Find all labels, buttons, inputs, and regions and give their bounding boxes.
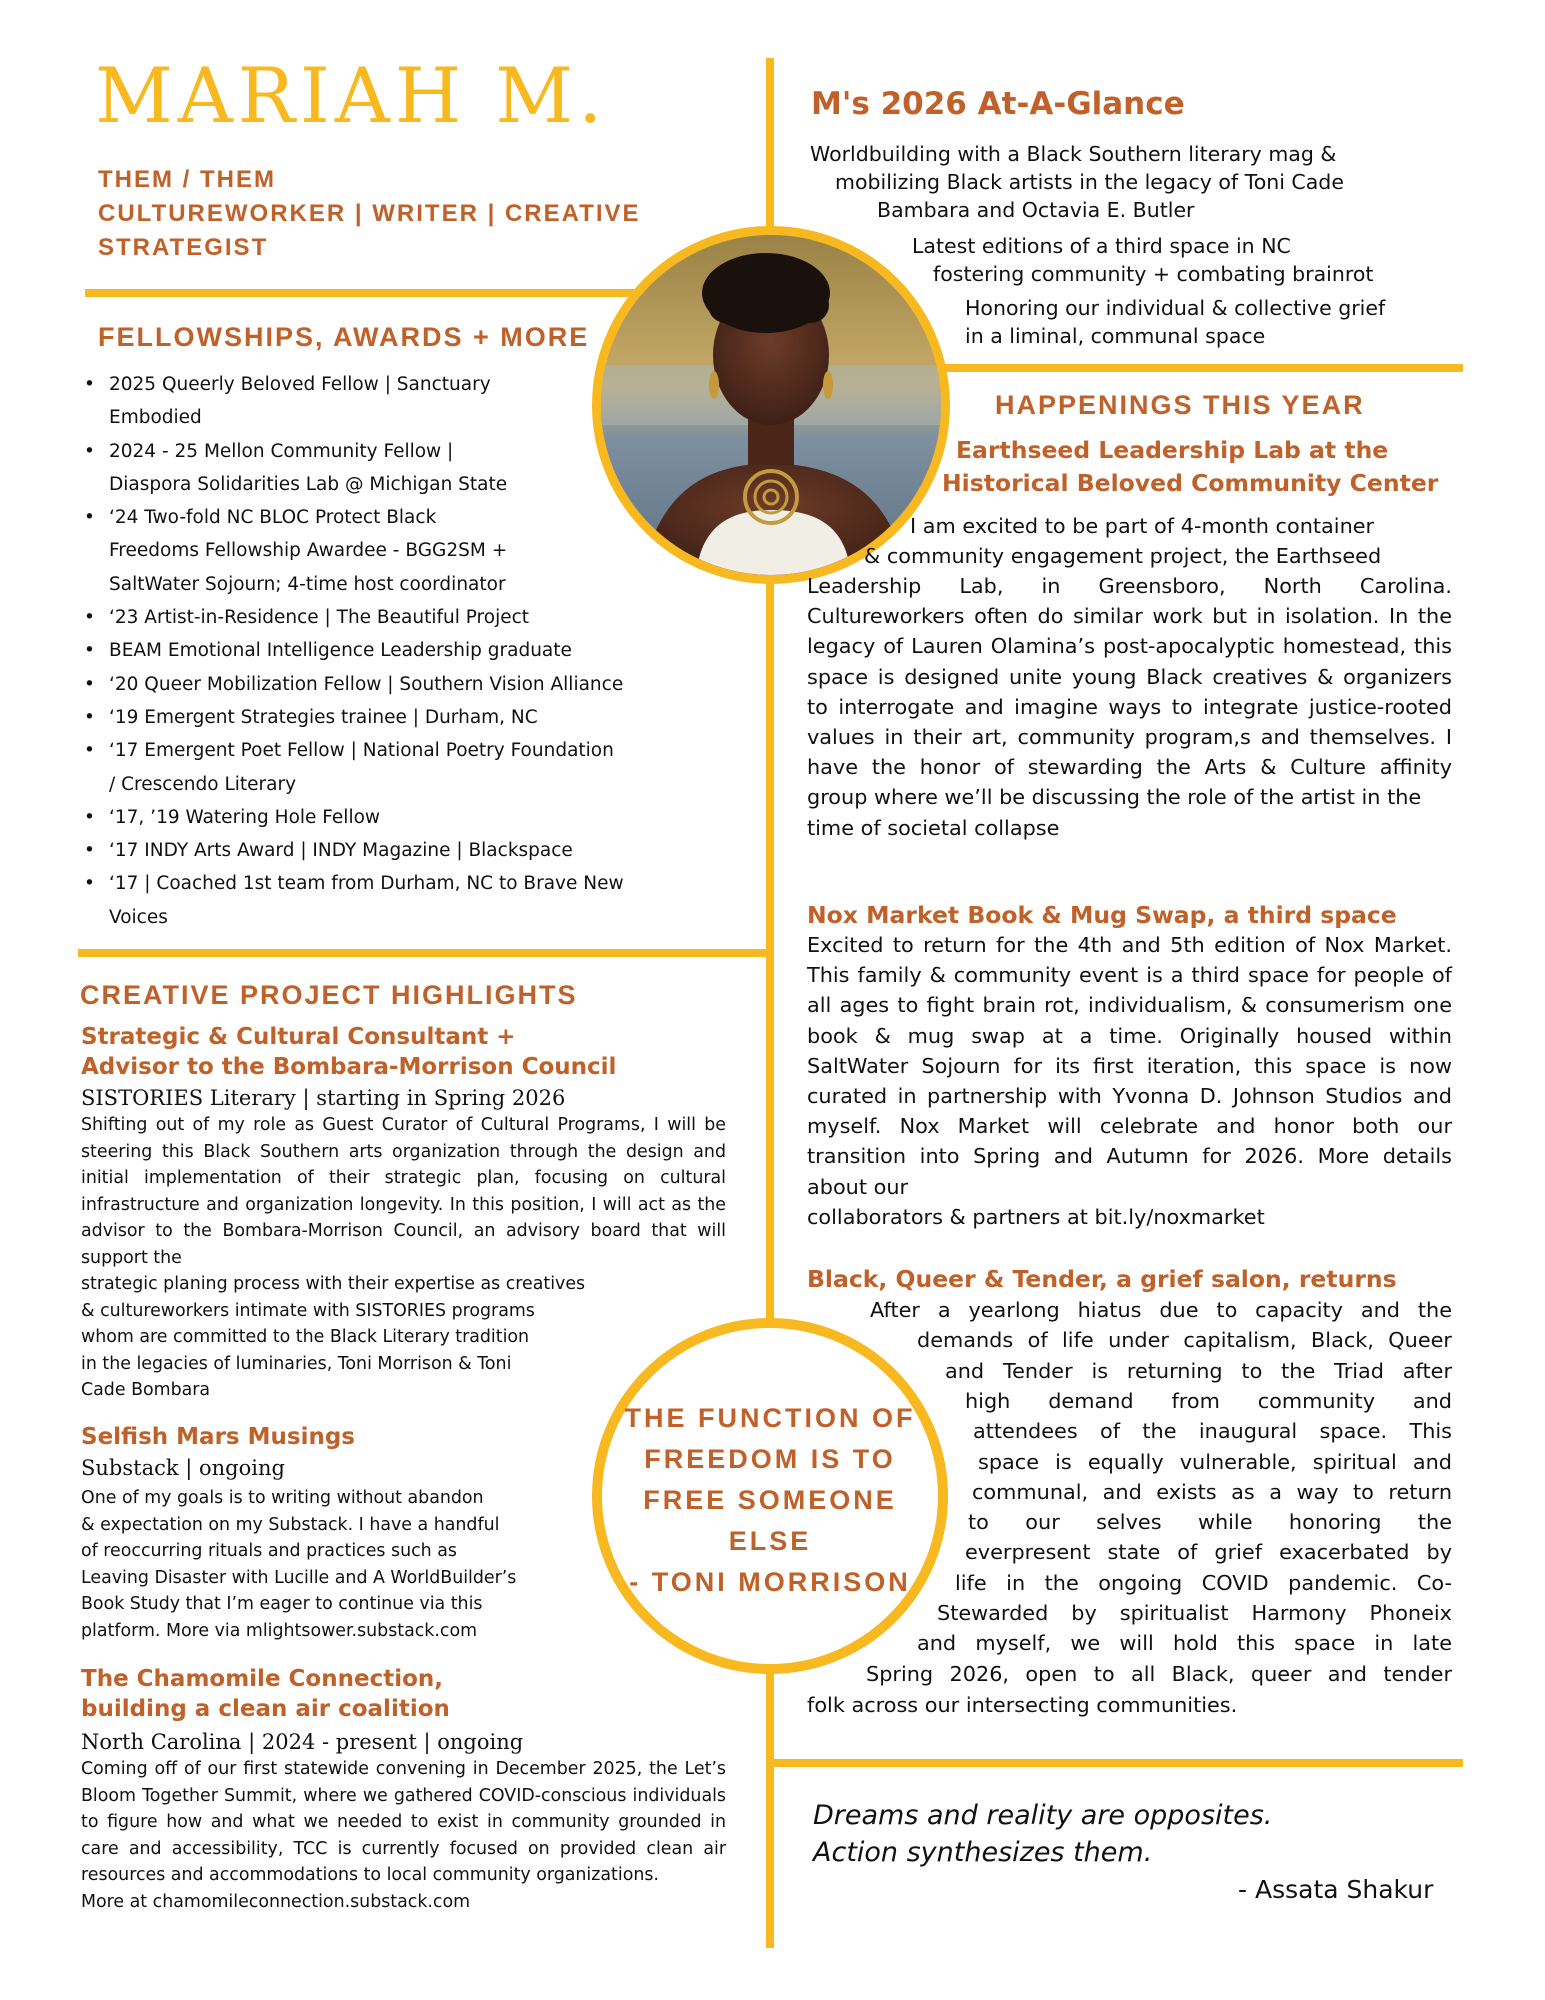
project-1-line: & cultureworkers intimate with SISTORIES programs xyxy=(81,1300,535,1321)
project-2-line: Book Study that I’m eager to continue via this xyxy=(81,1594,483,1614)
project-3-meta: North Carolina | 2024 - present | ongoing xyxy=(81,1730,524,1754)
happening-1-body: Leadership Lab, in Greensboro, North Carolina. Cultureworkers often do similar work but in isolation. In the legacy of Lauren Olamina’s post-apocalyptic homestead, this space is designed unite young Black creatives & organizers to interrogate and imagine ways to integrate justice-rooted values in their art, community program,s and themselves. I have the honor of stewarding the Arts & Culture affinity group where we’ll be discussing the role of the artist in the xyxy=(807,574,1452,810)
fellowships-heading: FELLOWSHIPS, AWARDS + MORE xyxy=(98,322,590,352)
bullet-icon: • xyxy=(84,507,95,529)
creative-heading: CREATIVE PROJECT HIGHLIGHTS xyxy=(80,980,578,1010)
closing-quote xyxy=(813,1797,1272,1871)
award-line: BEAM Emotional Intelligence Leadership graduate xyxy=(109,640,572,662)
bullet-icon: • xyxy=(84,706,95,728)
happening-3-line: attendees of the inaugural space. This xyxy=(973,1419,1452,1444)
award-line: ‘17 | Coached 1st team from Durham, NC to Brave New xyxy=(109,873,624,895)
award-line: ‘17, ’19 Watering Hole Fellow xyxy=(109,806,381,828)
happening-3-title: Black, Queer & Tender, a grief salon, returns xyxy=(807,1265,1397,1293)
pronouns: THEM / THEM xyxy=(98,166,276,193)
project-2-line: One of my goals is to writing without abandon xyxy=(81,1488,484,1508)
award-line: ‘17 INDY Arts Award | INDY Magazine | Blackspace xyxy=(109,840,573,862)
portrait-illustration xyxy=(601,235,941,575)
award-line: 2024 - 25 Mellon Community Fellow | xyxy=(109,440,454,462)
glance-line-3: Bambara and Octavia E. Butler xyxy=(877,198,1195,222)
bullet-icon: • xyxy=(84,840,95,862)
happening-3-line: and myself, we will hold this space in late xyxy=(917,1631,1452,1656)
happening-1-body-block xyxy=(807,571,1452,843)
name-heading: MARIAH M. xyxy=(95,51,608,140)
quote-circle-line-3: FREE SOMEONE xyxy=(643,1485,897,1515)
happening-nox-market xyxy=(807,900,1452,1232)
project-2-meta: Substack | ongoing xyxy=(81,1456,285,1480)
happening-3-line: high demand from community and xyxy=(965,1388,1452,1413)
project-1-line: strategic planing process with their expertise as creatives xyxy=(81,1274,586,1294)
happening-1-title-1: Earthseed Leadership Lab at the xyxy=(956,436,1389,464)
quote-circle-line-5: - TONI MORRISON xyxy=(629,1567,911,1597)
happening-3-line: communal, and exists as a way to return xyxy=(972,1479,1452,1504)
project-1-title-1: Strategic & Cultural Consultant + xyxy=(81,1024,516,1050)
project-consultant xyxy=(81,1022,726,1404)
happening-3-line: space is equally vulnerable, spiritual and xyxy=(978,1449,1452,1474)
happening-3-line: Spring 2026, open to all Black, queer and tender xyxy=(866,1661,1452,1686)
project-1-line: Cade Bombara xyxy=(81,1380,211,1400)
closing-quote-line-1: Dreams and reality are opposites. xyxy=(813,1800,1273,1831)
project-2-line: & expectation on my Substack. I have a handful xyxy=(81,1514,500,1535)
project-substack xyxy=(81,1422,621,1644)
project-1-body: Shifting out of my role as Guest Curator of Cultural Programs, I will be steering this Black Southern arts organization through the design and initial implementation of their strategic plan, focusing on cultural infrastructure and organization longevity. In this position, I will act as the advisor to the Bombara-Morrison Council, an advisory board that will support the xyxy=(81,1115,726,1268)
award-line: ‘23 Artist-in-Residence | The Beautiful Project xyxy=(109,607,530,629)
happening-3-line: and Tender is returning to the Triad after xyxy=(945,1358,1452,1383)
project-2-line: platform. More via mlightsower.substack.com xyxy=(81,1620,478,1641)
award-item xyxy=(80,634,760,667)
happening-3-line: After a yearlong hiatus due to capacity and the xyxy=(870,1298,1452,1322)
happenings-heading: HAPPENINGS THIS YEAR xyxy=(995,390,1365,420)
happening-2-body: Excited to return for the 4th and 5th edition of Nox Market. This family & community event is a third space for people of all ages to fight brain rot, individualism, & consumerism one book & mug swap at a time. Originally housed within SaltWater Sojourn for its first iteration, this space is now curated in partnership with Yvonna D. Johnson Studios and myself. Nox Market will celebrate and honor both our transition into Spring and Autumn for 2026. More details about our xyxy=(807,933,1452,1199)
award-line: / Crescendo Literary xyxy=(109,773,297,795)
glance-line-1: Worldbuilding with a Black Southern literary mag & xyxy=(810,142,1337,166)
project-3-title-2: building a clean air coalition xyxy=(81,1696,450,1722)
quote-circle-line-2: FREEDOM IS TO xyxy=(644,1444,896,1474)
award-item xyxy=(80,801,760,834)
happening-1-intro-1: I am excited to be part of 4-month container xyxy=(910,514,1375,538)
closing-quote-line-2: Action synthesizes them. xyxy=(813,1837,1153,1868)
happening-3-body-last: folk across our intersecting communities. xyxy=(807,1693,1238,1717)
happening-3-line: life in the ongoing COVID pandemic. Co- xyxy=(955,1570,1452,1595)
titles-line-1: CULTUREWORKER | WRITER | CREATIVE xyxy=(98,200,641,227)
project-2-title: Selfish Mars Musings xyxy=(81,1424,355,1450)
glance-line-6: Honoring our individual & collective grief xyxy=(965,296,1386,320)
happening-3-line: demands of life under capitalism, Black, Queer xyxy=(917,1328,1452,1353)
happening-3-line: Stewarded by spiritualist Harmony Phoneix xyxy=(937,1601,1452,1625)
happenings-divider xyxy=(770,1759,1463,1767)
award-line: ‘24 Two-fold NC BLOC Protect Black xyxy=(109,507,437,529)
happening-2-title: Nox Market Book & Mug Swap, a third space xyxy=(807,901,1397,929)
award-line: ‘20 Queer Mobilization Fellow | Southern Vision Alliance xyxy=(109,673,624,695)
happening-3-line: to our selves while honoring the xyxy=(968,1510,1452,1535)
award-line: 2025 Queerly Beloved Fellow | Sanctuary xyxy=(109,374,491,395)
project-chamomile xyxy=(81,1664,726,1915)
happening-2-body-last: collaborators & partners at bit.ly/noxmarket xyxy=(807,1204,1265,1229)
award-line: ‘17 Emergent Poet Fellow | National Poetry Foundation xyxy=(109,740,614,762)
closing-quote-attribution: - Assata Shakur xyxy=(1238,1875,1434,1904)
happening-3-line: everpresent state of grief exacerbated by xyxy=(965,1540,1452,1565)
quote-circle xyxy=(592,1318,948,1674)
quote-circle-line-1: THE FUNCTION OF xyxy=(624,1403,916,1433)
bullet-icon: • xyxy=(84,374,95,395)
project-3-more-link: More at chamomileconnection.substack.com xyxy=(81,1891,471,1912)
project-3-body: Coming off of our first statewide convening in December 2025, the Let’s Bloom Together Summit, where we gathered COVID-conscious individuals to figure how and what we needed to exist in community grounded in care and accessibility, TCC is currently focused on provided clean air resources and accommodations to local community organizations. xyxy=(81,1759,726,1885)
award-line: SaltWater Sojourn; 4-time host coordinator xyxy=(109,573,506,595)
bullet-icon: • xyxy=(84,607,95,629)
glance-line-4: Latest editions of a third space in NC xyxy=(912,234,1291,258)
project-2-line: Leaving Disaster with Lucille and A WorldBuilder’s xyxy=(81,1567,517,1588)
glance-heading: M's 2026 At-A-Glance xyxy=(811,86,1185,122)
award-line: Voices xyxy=(109,906,168,928)
award-line: Freedoms Fellowship Awardee - BGG2SM + xyxy=(109,540,508,562)
award-item xyxy=(80,834,760,867)
happening-1-intro-2: & community engagement project, the Earthseed xyxy=(864,544,1382,568)
award-line: Diaspora Solidarities Lab @ Michigan State xyxy=(109,473,508,495)
glance-line-2: mobilizing Black artists in the legacy of Toni Cade xyxy=(835,170,1344,194)
award-line: Embodied xyxy=(109,407,202,429)
award-item xyxy=(80,734,760,801)
project-1-title-2: Advisor to the Bombara-Morrison Council xyxy=(81,1054,617,1080)
profile-photo xyxy=(592,226,950,584)
project-1-body-continued xyxy=(81,1271,726,1404)
award-item xyxy=(80,867,760,934)
project-2-body xyxy=(81,1485,621,1644)
quote-circle-line-4: ELSE xyxy=(728,1526,812,1556)
project-2-line: of reoccurring rituals and practices such as xyxy=(81,1541,457,1561)
fellowships-divider xyxy=(78,949,770,957)
award-item xyxy=(80,668,760,701)
bullet-icon: • xyxy=(84,440,95,462)
bullet-icon: • xyxy=(84,806,95,828)
bullet-icon: • xyxy=(84,640,95,662)
award-item xyxy=(80,601,760,634)
award-line: ‘19 Emergent Strategies trainee | Durham, NC xyxy=(109,706,538,728)
glance-line-7: in a liminal, communal space xyxy=(965,324,1266,348)
quote-circle-text xyxy=(602,1398,938,1603)
award-item xyxy=(80,701,760,734)
glance-line-5: fostering community + combating brainrot xyxy=(933,262,1374,286)
bullet-icon: • xyxy=(84,873,95,895)
bullet-icon: • xyxy=(84,673,95,695)
project-1-meta: SISTORIES Literary | starting in Spring 2026 xyxy=(81,1086,566,1110)
happening-1-body-last: time of societal collapse xyxy=(807,815,1060,840)
project-1-line: in the legacies of luminaries, Toni Morrison & Toni xyxy=(81,1353,512,1374)
titles-line-2: STRATEGIST xyxy=(98,234,269,261)
project-3-title-1: The Chamomile Connection, xyxy=(81,1666,444,1692)
happening-1-title-2: Historical Beloved Community Center xyxy=(942,469,1439,497)
bullet-icon: • xyxy=(84,740,95,762)
project-1-line: whom are committed to the Black Literary tradition xyxy=(81,1327,530,1347)
